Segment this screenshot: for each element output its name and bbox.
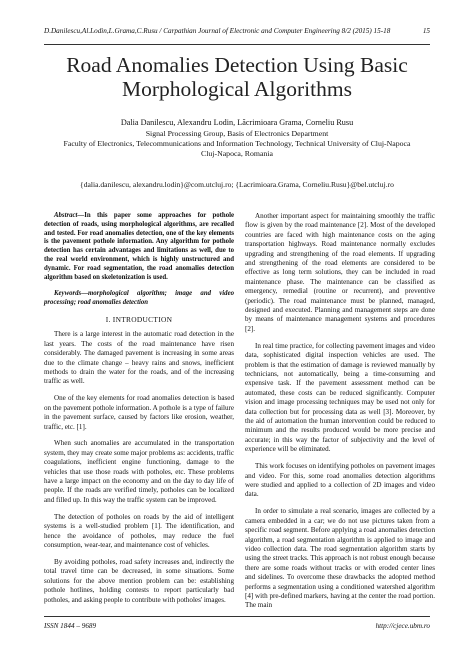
- body-paragraph: In real time practice, for collecting pavement images and video data, sophisticated digital inspection vehicles are used. The problem is that the estimation of damage is reviewed manually by technicians, not automatically, being a time-consuming and expensive task. If the pavement assessment method can be automated, these costs can be reduced significantly. Computer vision and image processing techniques may be used not only for data collection but for processing data as well [3]. Moreover, by the aid of automation the human intervention could be reduced to minimum and the results produced would be more precise and accurate; in this way the factor of subjectivity and the level of experience will be eliminated.: [245, 341, 435, 454]
- abstract: [44, 212, 234, 282]
- affiliation-group: Signal Processing Group, Basis of Electronics Department: [145, 129, 329, 138]
- footer-url: http://cjece.ubm.ro: [375, 622, 430, 630]
- keywords-text: —morphological algorithm; image and video processing; road anomalies detection: [44, 289, 234, 306]
- footer-issn: ISSN 1844 – 9689: [44, 622, 97, 630]
- paper-title-line-1: Road Anomalies Detection Using Basic: [66, 53, 408, 77]
- author-emails: {dalia.danilescu, alexandru.lodin}@com.utcluj.ro; {Lacrimioara.Grama, Corneliu.Rusu}@bel.utcluj.ro: [80, 180, 394, 189]
- abstract-text: —In this paper some approaches for pothole detection of roads, using morphological algorithms, are recalled and tested. For road anomalies detection, one of the key elements is the pavement pothole information. Any algorithm for pothole detection has certain advantages and limitations as well, due to the real world environment, which is highly unstructured and dynamic. For road segmentation, the road anomalies detection algorithm based on skeletonization is used.: [44, 212, 234, 281]
- body-paragraph: The detection of potholes on roads by the aid of intelligent systems is a well-studied problem [1]. The identification, and hence the avoidance of potholes, may reduce the fuel consumption, wear-tear, and maintenance cost of vehicles.: [44, 512, 234, 549]
- right-column: [245, 212, 435, 618]
- paper-title: [30, 53, 444, 101]
- header-citation: D.Danilescu,Al.Lodin,L.Grama,C.Rusu / Carpathian Journal of Electronic and Computer Engineering 8/2 (2015) 15-18: [44, 27, 391, 35]
- running-header: [44, 24, 430, 45]
- abstract-lead: Abstract: [54, 212, 78, 219]
- body-paragraph: This work focuses on identifying potholes on pavement images and video. For this, some road anomalies detection algorithms were studied and applied to a collection of 2D images and video data.: [245, 462, 435, 499]
- keywords-lead: Keywords: [54, 289, 82, 297]
- page-footer: [44, 616, 430, 629]
- affiliation-block: [40, 129, 434, 159]
- body-paragraph: One of the key elements for road anomalies detection is based on the pavement pothole information. A pothole is a type of failure in the pavement surface, caused by factors like erosion, weather, traffic, etc. [1].: [44, 394, 234, 431]
- body-paragraph: In order to simulate a real scenario, images are collected by a camera embedded in a car; we do not use pictures taken from a specific road segment. Before applying a road anomalies detection algorithm, a road segmentation algorithm is applied to image and video collection data. The road segmentation algorithm starts by using the street tracks. This approach is not robust enough because there are some roads without tracks or with eroded center lines and sidelines. To overcome these drawbacks the adopted method performs a segmentation using a conditioned watershed algorithm [4] with pre-defined markers, having at the center the road portion. The main: [245, 507, 435, 610]
- left-column: [44, 212, 234, 612]
- keywords: [44, 290, 234, 308]
- body-paragraph: Another important aspect for maintaining smoothly the traffic flow is given by the road maintenance [2]. Most of the developed countries are faced with high maintenance costs on the aging transportation highways. Road maintenance normally excludes upgrading and strengthening of the road elements. If upgrading and strengthening of the road elements are considered to be effective as long term solutions, they can be included in road maintenance phase. The maintenance can be classified as emergency, remedial (routine or recurrent), and preventive (periodic). The road maintenance must be planned, managed, designed and executed. Planning and management steps are done by means of maintenance management systems and procedures [2].: [245, 212, 435, 333]
- author-list: Dalia Danilescu, Alexandru Lodin, Lăcrimioara Grama, Corneliu Rusu: [120, 118, 354, 127]
- affiliation-city: Cluj-Napoca, Romania: [201, 149, 273, 158]
- body-paragraph: There is a large interest in the automatic road detection in the last years. The costs of the road maintenance have risen considerably. The damaged pavement is increasing in some areas due to the climate change – heavy rains and snows, inefficient methods to drain the water for the roads, and of the increasing traffic as well.: [44, 330, 234, 386]
- body-paragraph: When such anomalies are accumulated in the transportation system, they may create some major problems as: accidents, traffic coagulations, inefficient engine functioning, damage to the vehicles that use those roads with potholes, etc. These problems have a large impact on the economy and on the day to day life of people. If the roads are verified timely, potholes can be localized and filled up. In this way the traffic system can be improved.: [44, 439, 234, 504]
- affiliation-faculty: Faculty of Electronics, Telecommunications and Information Technology, Technical University of Cluj-Napoca: [63, 139, 411, 148]
- body-paragraph: By avoiding potholes, road safety increases and, indirectly the total travel time can be decreased, in some situations. Some solutions for the above mention problem can be: establishing pothole hotlines, holding contests to report particularly bad potholes, and asking people to contribute with potholes' images.: [44, 557, 234, 604]
- paper-title-line-2: Morphological Algorithms: [122, 77, 352, 101]
- header-page-number: 15: [422, 27, 430, 35]
- section-heading-introduction: I. INTRODUCTION: [105, 314, 173, 324]
